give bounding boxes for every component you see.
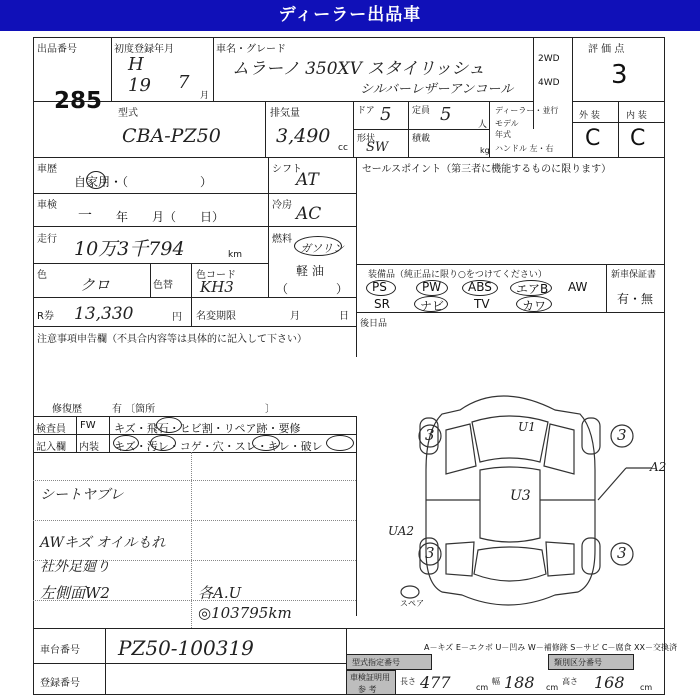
inspector-label: 検査員 — [36, 424, 66, 435]
exterior-grade: C — [585, 126, 601, 151]
score-label: 評 価 点 — [588, 44, 625, 55]
tire-front-right: 3 — [617, 426, 627, 444]
year-value: 19 — [128, 75, 151, 96]
memo-label: 記入欄 — [36, 442, 66, 453]
equip-navi: ナビ — [420, 299, 445, 313]
height-label: 高さ — [562, 677, 578, 686]
color-label: 色 — [37, 270, 47, 281]
memo-line-4: 左側面W2 — [40, 584, 110, 602]
fuel-value: ガソリン — [300, 242, 344, 255]
interior-grade: C — [630, 126, 646, 151]
doors-label: ドア — [357, 106, 375, 116]
airbag-circle — [510, 280, 552, 296]
tire-rear-left: 3 — [425, 544, 435, 562]
cc-unit: cc — [338, 143, 348, 153]
reg-no-label: 登録番号 — [40, 678, 80, 689]
memo-line-5: 各A.U — [198, 584, 242, 602]
color-code-label: 色コード — [196, 270, 236, 281]
width-unit: cm — [546, 683, 559, 692]
handle-label: ハンドル 左・右 — [495, 144, 554, 153]
private-use-circle — [86, 171, 106, 189]
name-change-day: 日 — [339, 311, 349, 322]
inner-dirt-circle — [150, 435, 176, 451]
tire-front-left: 3 — [425, 426, 435, 444]
aircon-value: AC — [296, 204, 322, 224]
width-value: 188 — [504, 673, 535, 692]
model-year-label: モデル — [495, 119, 519, 128]
name-change-label: 名変期限 — [196, 311, 236, 322]
ps-circle — [366, 280, 396, 296]
damage-legend: A－キズ E－エクボ U－凹み W－補修跡 S－サビ C－腐食 XX－交換済 — [424, 643, 678, 652]
height-value: 168 — [594, 673, 625, 692]
lot-no-label: 出品番号 — [37, 44, 77, 55]
interior-label: 内 装 — [626, 111, 647, 121]
chassis-value: PZ50-100319 — [118, 636, 254, 660]
warranty-label: 新車保証書 — [611, 270, 657, 280]
warranty-value: 有・無 — [617, 292, 654, 306]
inner-tear-circle — [326, 435, 354, 451]
length-value: 477 — [420, 673, 451, 692]
spare-label: スペア — [400, 599, 424, 608]
equip-airbag: エアB — [516, 282, 549, 296]
inspection-value: 一 — [78, 208, 92, 224]
inner-label: 内装 — [79, 442, 99, 453]
kg-unit: kg — [480, 146, 490, 155]
mileage-value: 10万3千794 — [74, 238, 185, 260]
memo-line-1: シートヤブレ — [40, 487, 124, 503]
equip-tv: TV — [474, 297, 490, 311]
damage-ua2: UA2 — [388, 524, 415, 538]
chassis-label: 車台番号 — [40, 645, 80, 656]
doors-value: 5 — [380, 104, 392, 125]
color-value: クロ — [80, 276, 111, 294]
shift-value: AT — [296, 170, 319, 190]
displacement-label: 排気量 — [270, 108, 300, 119]
navi-circle — [414, 296, 448, 312]
equip-abs: ABS — [468, 280, 492, 294]
recycle-value: 13,330 — [74, 304, 134, 324]
equip-row-2 — [364, 297, 604, 313]
people-unit: 人 — [478, 120, 488, 130]
fw-stone-circle — [156, 417, 182, 433]
diesel-value: 軽 油 — [296, 264, 324, 278]
ref-label: 参 考 — [358, 685, 377, 694]
mileage-label: 走行 — [37, 234, 57, 245]
type-designation-label: 型式指定番号 — [352, 658, 400, 667]
inner-rub-circle — [252, 435, 280, 451]
color-code-value: KH3 — [200, 278, 234, 296]
capacity-value: 5 — [440, 104, 452, 125]
tire-rear-right: 3 — [617, 544, 627, 562]
page-header: ディーラー出品車 — [0, 0, 700, 31]
shift-label: シフト — [272, 164, 302, 175]
yen-unit: 円 — [172, 312, 182, 323]
inspection-date: 年 月（ 日） — [116, 210, 225, 224]
recycle-label: R券 — [37, 311, 54, 322]
damage-u3: U3 — [510, 488, 531, 504]
damage-a2: A2 — [650, 460, 667, 474]
inner-scratch-circle — [113, 435, 139, 451]
shape-value: SW — [366, 140, 389, 155]
leather-circle — [516, 296, 552, 312]
score-value: 3 — [611, 60, 628, 90]
era-value: H — [128, 54, 144, 75]
equip-leather: カワ — [522, 299, 547, 313]
fuel-paren: （ ） — [276, 282, 349, 296]
load-label: 積載 — [412, 134, 431, 144]
equip-aw: AW — [568, 280, 588, 294]
displacement-value: 3,490 — [276, 125, 331, 147]
car-name-value: ムラーノ 350XV スタイリッシュ — [232, 59, 485, 79]
exterior-label: 外 装 — [579, 111, 600, 121]
fuel-circle — [294, 236, 342, 256]
drive-4wd: 4WD — [538, 78, 560, 88]
capacity-label: 定員 — [412, 106, 431, 116]
length-label: 長さ — [400, 677, 416, 686]
name-change-month: 月 — [290, 311, 300, 322]
abs-circle — [462, 280, 498, 296]
shape-label: 形状 — [357, 134, 376, 144]
first-reg-label: 初度登録年月 — [114, 44, 174, 55]
memo-line-6: ◎103795km — [198, 604, 292, 622]
equip-sr: SR — [374, 297, 390, 311]
car-name-sub: シルバーレザーアンコール — [360, 82, 514, 97]
fw-items: キズ・飛石・ヒビ割・リペア跡・要修 — [114, 422, 301, 435]
damage-u1: U1 — [518, 420, 536, 434]
car-own-value: 自家用・（ ） — [74, 175, 213, 189]
width-label: 幅 — [492, 677, 500, 686]
fw-label: FW — [80, 420, 96, 431]
notes-label: 注意事項申告欄（不具合内容等は具体的に記入して下さい） — [37, 334, 307, 345]
model-label: 型式 — [118, 108, 138, 119]
km-unit: km — [228, 250, 242, 260]
equip-pw: PW — [422, 280, 442, 294]
sales-point-label: セールスポイント（第三者に機能するものに限ります） — [362, 164, 612, 175]
history-label: 車歴 — [37, 164, 57, 175]
length-unit: cm — [476, 683, 489, 692]
month-label: 月 — [200, 91, 210, 101]
lot-number: 285 — [54, 88, 103, 114]
equipment-label: 装備品（純正品に限り○をつけてください） — [368, 270, 547, 280]
height-unit: cm — [640, 683, 653, 692]
memo-line-2: AWキズ オイルもれ — [40, 535, 166, 551]
category-label: 類別区分番号 — [554, 658, 602, 667]
rear-goods-label: 後日品 — [360, 319, 388, 329]
equip-ps: PS — [372, 280, 387, 294]
color-change-label: 色替 — [153, 280, 173, 291]
memo-line-3: 社外足廻り — [40, 559, 110, 575]
model-year-label2: 年式 — [495, 130, 511, 139]
fuel-label: 燃料 — [272, 234, 292, 245]
inner-items: キズ・汚レ・コゲ・穴・スレ・キレ・破レ — [114, 440, 323, 453]
cert-label: 車検証明用 — [350, 673, 390, 682]
dealer-label: ディーラー・並行 — [495, 106, 559, 115]
repair-value: 有 〔箇所 〕 — [112, 404, 276, 415]
inspection-label: 車検 — [37, 200, 57, 211]
model-value: CBA-PZ50 — [122, 125, 221, 147]
aircon-label: 冷房 — [272, 200, 292, 211]
car-name-label: 車名・グレード — [216, 44, 286, 55]
month-value: 7 — [178, 72, 190, 93]
drive-2wd: 2WD — [538, 54, 560, 64]
repair-label: 修復歴 — [52, 404, 82, 415]
pw-circle — [416, 280, 448, 296]
